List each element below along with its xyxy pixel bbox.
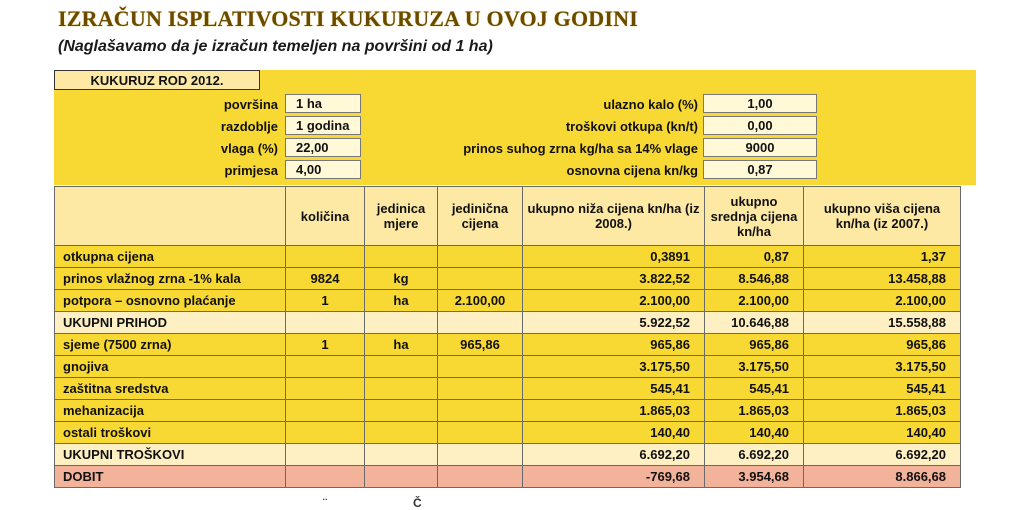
- cell-unit: [365, 312, 438, 334]
- row-label: DOBIT: [55, 466, 286, 488]
- param-label-period: razdoblje: [220, 118, 278, 134]
- cell-quantity: 1: [286, 290, 365, 312]
- header-cell: količina: [286, 187, 365, 246]
- param-value-purchase-costs: 0,00: [703, 116, 817, 135]
- cell-unit-price: [438, 466, 523, 488]
- cell-low-price: 5.922,52: [523, 312, 705, 334]
- table-row-profit: [55, 466, 961, 488]
- cell-high-price: 1.865,03: [804, 400, 961, 422]
- cell-low-price: 965,86: [523, 334, 705, 356]
- param-value-impurity: 4,00: [285, 160, 361, 179]
- param-value-period: 1 godina: [285, 116, 361, 135]
- page-title: IZRAČUN ISPLATIVOSTI KUKURUZA U OVOJ GODINI: [58, 6, 639, 31]
- cell-high-price: 965,86: [804, 334, 961, 356]
- cell-low-price: 3.822,52: [523, 268, 705, 290]
- header-cell: ukupno viša cijena kn/ha (iz 2007.): [804, 187, 961, 246]
- param-value-area: 1 ha: [285, 94, 361, 113]
- cell-mid-price: 965,86: [705, 334, 804, 356]
- cell-unit-price: [438, 268, 523, 290]
- row-label: UKUPNI PRIHOD: [55, 312, 286, 334]
- table-row: [55, 246, 961, 268]
- cell-quantity: [286, 246, 365, 268]
- cell-quantity: [286, 378, 365, 400]
- row-label: potpora – osnovno plaćanje: [55, 290, 286, 312]
- cell-quantity: [286, 356, 365, 378]
- cell-unit-price: [438, 444, 523, 466]
- cell-mid-price: 10.646,88: [705, 312, 804, 334]
- cell-unit-price: [438, 246, 523, 268]
- cell-unit-price: [438, 422, 523, 444]
- param-label-intake-loss: ulazno kalo (%): [603, 96, 698, 112]
- cell-mid-price: 0,87: [705, 246, 804, 268]
- header-cell: ukupno niža cijena kn/ha (iz 2008.): [523, 187, 705, 246]
- row-label: otkupna cijena: [55, 246, 286, 268]
- cell-mid-price: 8.546,88: [705, 268, 804, 290]
- param-value-dry-yield: 9000: [703, 138, 817, 157]
- cell-unit: [365, 378, 438, 400]
- cell-unit-price: [438, 356, 523, 378]
- cell-unit-price: 2.100,00: [438, 290, 523, 312]
- row-label: UKUPNI TROŠKOVI: [55, 444, 286, 466]
- table-header-row: [55, 187, 961, 246]
- cell-quantity: [286, 400, 365, 422]
- crop-year-header: KUKURUZ ROD 2012.: [54, 70, 260, 90]
- table-row: [55, 290, 961, 312]
- cell-low-price: 3.175,50: [523, 356, 705, 378]
- cell-high-price: 15.558,88: [804, 312, 961, 334]
- cell-high-price: 545,41: [804, 378, 961, 400]
- cell-unit: [365, 422, 438, 444]
- cell-quantity: 9824: [286, 268, 365, 290]
- cell-quantity: [286, 444, 365, 466]
- row-label: gnojiva: [55, 356, 286, 378]
- param-label-area: površina: [223, 96, 278, 112]
- cell-low-price: 6.692,20: [523, 444, 705, 466]
- header-cell: ukupno srednja cijena kn/ha: [705, 187, 804, 246]
- cell-low-price: 1.865,03: [523, 400, 705, 422]
- cell-low-price: 140,40: [523, 422, 705, 444]
- cell-high-price: 3.175,50: [804, 356, 961, 378]
- stray-mark: ¨: [323, 496, 327, 510]
- row-label: prinos vlažnog zrna -1% kala: [55, 268, 286, 290]
- cell-quantity: [286, 312, 365, 334]
- param-label-purchase-costs: troškovi otkupa (kn/t): [565, 118, 698, 134]
- param-label-dry-yield: prinos suhog zrna kg/ha sa 14% vlage: [463, 140, 698, 156]
- cell-unit: [365, 400, 438, 422]
- table-row: [55, 268, 961, 290]
- cell-unit-price: [438, 312, 523, 334]
- cell-unit: [365, 466, 438, 488]
- cell-high-price: 6.692,20: [804, 444, 961, 466]
- header-cell: jedinična cijena: [438, 187, 523, 246]
- table-row: [55, 422, 961, 444]
- param-label-moisture: vlaga (%): [220, 140, 278, 156]
- cell-unit-price: [438, 378, 523, 400]
- cell-unit: [365, 246, 438, 268]
- cell-unit-price: 965,86: [438, 334, 523, 356]
- cell-unit: [365, 356, 438, 378]
- table-row: [55, 356, 961, 378]
- cell-unit: [365, 444, 438, 466]
- row-label: sjeme (7500 zrna): [55, 334, 286, 356]
- param-value-moisture: 22,00: [285, 138, 361, 157]
- cell-mid-price: 1.865,03: [705, 400, 804, 422]
- cell-high-price: 2.100,00: [804, 290, 961, 312]
- cell-mid-price: 140,40: [705, 422, 804, 444]
- cell-unit: kg: [365, 268, 438, 290]
- page-subtitle: (Naglašavamo da je izračun temeljen na površini od 1 ha): [58, 38, 493, 55]
- row-label: mehanizacija: [55, 400, 286, 422]
- cell-unit: ha: [365, 290, 438, 312]
- cell-mid-price: 6.692,20: [705, 444, 804, 466]
- cell-quantity: [286, 422, 365, 444]
- cell-mid-price: 2.100,00: [705, 290, 804, 312]
- cell-high-price: 8.866,68: [804, 466, 961, 488]
- table-row-total-income: [55, 312, 961, 334]
- header-cell: [55, 187, 286, 246]
- cell-mid-price: 3.175,50: [705, 356, 804, 378]
- cell-high-price: 140,40: [804, 422, 961, 444]
- cell-unit-price: [438, 400, 523, 422]
- param-value-intake-loss: 1,00: [703, 94, 817, 113]
- cell-low-price: 2.100,00: [523, 290, 705, 312]
- cell-low-price: 0,3891: [523, 246, 705, 268]
- cell-low-price: -769,68: [523, 466, 705, 488]
- cell-unit: ha: [365, 334, 438, 356]
- cell-quantity: [286, 466, 365, 488]
- table-row: [55, 378, 961, 400]
- row-label: ostali troškovi: [55, 422, 286, 444]
- cell-high-price: 13.458,88: [804, 268, 961, 290]
- param-label-impurity: primjesa: [224, 162, 278, 178]
- cell-mid-price: 545,41: [705, 378, 804, 400]
- stray-mark: Č: [413, 496, 422, 510]
- cell-high-price: 1,37: [804, 246, 961, 268]
- param-label-base-price: osnovna cijena kn/kg: [566, 162, 698, 178]
- table-row: [55, 334, 961, 356]
- header-cell: jedinica mjere: [365, 187, 438, 246]
- param-value-base-price: 0,87: [703, 160, 817, 179]
- table-row: [55, 400, 961, 422]
- profitability-table: [54, 186, 961, 488]
- table-row-total-costs: [55, 444, 961, 466]
- cell-quantity: 1: [286, 334, 365, 356]
- cell-low-price: 545,41: [523, 378, 705, 400]
- cell-mid-price: 3.954,68: [705, 466, 804, 488]
- row-label: zaštitna sredstva: [55, 378, 286, 400]
